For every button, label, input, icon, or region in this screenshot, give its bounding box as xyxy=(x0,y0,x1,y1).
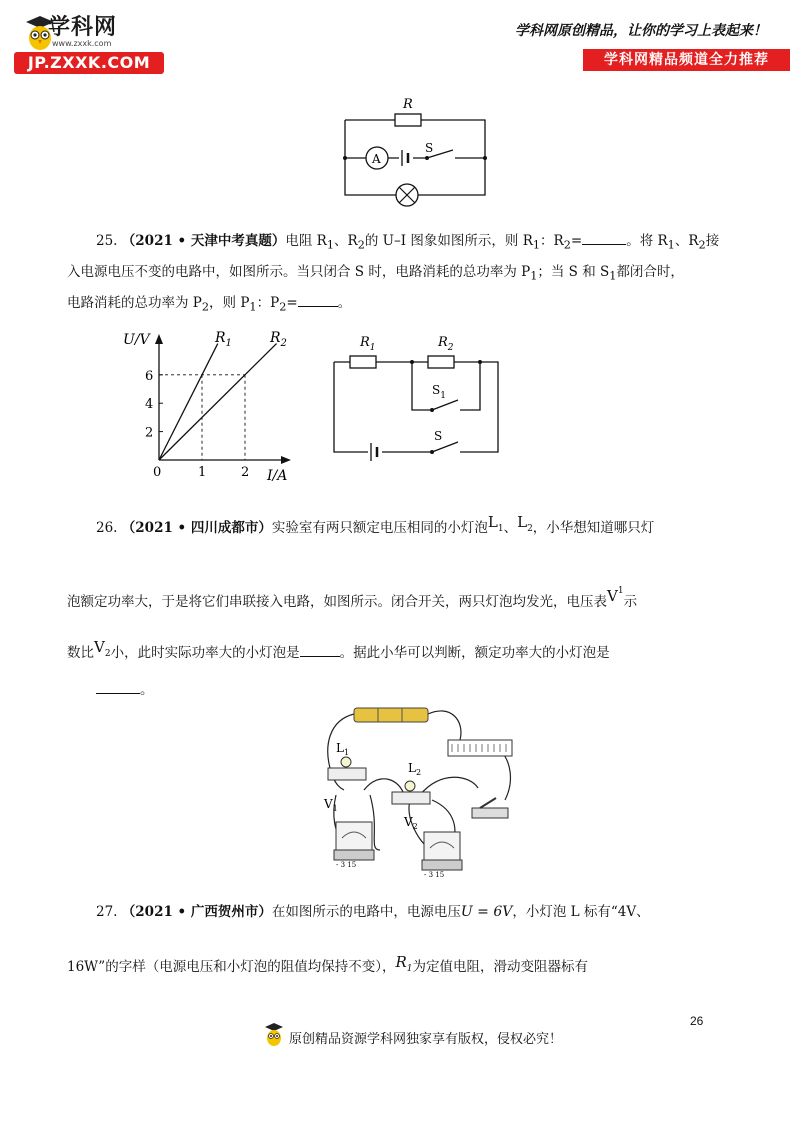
scale-v2: - 3 15 xyxy=(424,871,445,879)
resistor-r2 xyxy=(428,356,454,368)
page-number: 26 xyxy=(690,1014,704,1028)
x-axis-label: I/A xyxy=(267,468,288,484)
voltmeter-v2 xyxy=(424,832,460,860)
lamp-label-l1: $L_1$ xyxy=(336,741,350,757)
y-axis-label: U/V xyxy=(123,332,150,348)
question-source: （2021 • 天津中考真题） xyxy=(121,233,286,249)
question-26-line-1: 26. （2021 • 四川成都市）实验室有两只额定电压相同的小灯泡$L_1$、$L_2$，小华想知道哪只灯 xyxy=(96,513,655,536)
answer-blank[interactable] xyxy=(298,293,338,307)
battery-holder xyxy=(354,708,428,722)
answer-blank[interactable] xyxy=(300,643,340,657)
question-25-line-1: 25. （2021 • 天津中考真题）电阻 $R_1$、$R_2$的 U–I 图象如图所示，则 $R_1$：$R_2=$ 。将 $R_1$、$R_2$接 xyxy=(96,233,720,252)
question-27-line-2: 16W”的字样（电源电压和小灯泡的阻值均保持不变），$R_1$为定值电阻，滑动变阻器标有 xyxy=(67,953,588,975)
recommend-banner: 学科网精品频道全力推荐 xyxy=(583,49,790,71)
voltmeter-v1 xyxy=(336,822,372,850)
s1-label: $S_1$ xyxy=(432,383,446,401)
brand-name: 学科网 xyxy=(48,15,118,40)
switch-label: S xyxy=(425,141,434,155)
question-26-line-3: 数比$V_2$小，此时实际功率大的小灯泡是 。据此小华可以判断，额定功率大的小灯泡是 xyxy=(67,638,610,661)
resistor-symbol xyxy=(395,114,421,126)
r1-label: $R_1$ xyxy=(360,335,376,353)
copyright-text: 原创精品资源学科网独家享有版权，侵权必究！ xyxy=(289,1032,563,1047)
lamp-label-l2: $L_2$ xyxy=(408,761,422,777)
series-line-r2 xyxy=(159,344,277,460)
question-source: （2021 • 四川成都市） xyxy=(121,520,272,536)
slogan: 学科网原创精品，让你的学习上表起来！ xyxy=(515,23,767,39)
answer-blank[interactable] xyxy=(582,231,626,245)
series-line-r1 xyxy=(159,344,218,460)
voltmeter-label-v1: $V_1$ xyxy=(324,797,338,813)
question-25-line-3: 电路消耗的总功率为 $P_2$，则 $P_1$：$P_2=$ 。 xyxy=(67,295,352,314)
circuit-diagram-25 xyxy=(330,322,505,467)
brand-url: www.zxxk.com xyxy=(52,39,112,48)
circuit-diagram-top xyxy=(335,90,495,220)
switch-device xyxy=(472,808,508,818)
domain-badge[interactable]: JP.ZXXK.COM xyxy=(14,52,164,74)
voltmeter-label-v2: $V_2$ xyxy=(404,815,418,831)
question-26-line-2: 泡额定功率大，于是将它们串联接入电路，如图所示。闭合开关，两只灯泡均发光，电压表$V_1$示 xyxy=(67,586,638,610)
answer-blank[interactable] xyxy=(96,680,140,694)
y-tick-label: 4 xyxy=(145,397,154,413)
y-tick-label: 2 xyxy=(145,425,154,441)
question-source: （2021 • 广西贺州市） xyxy=(121,904,272,920)
copyright-footer xyxy=(263,1022,593,1052)
series-label-r1: $R_1$ xyxy=(215,330,232,349)
owl-mascot-icon xyxy=(263,1022,285,1048)
question-27-line-1: 27. （2021 • 广西贺州市）在如图所示的电路中，电源电压U = 6V，小灯泡 L 标有“4V、 xyxy=(96,904,650,920)
question-26-line-4: 。 xyxy=(96,675,706,705)
voltage-value: U = 6V xyxy=(460,904,513,920)
resistor-r1 xyxy=(350,356,376,368)
resistor-label: R xyxy=(403,97,413,112)
experiment-photo xyxy=(300,700,535,890)
x-tick-label: 1 xyxy=(198,465,207,480)
lamp-base-l2 xyxy=(392,792,430,804)
scale-v1: - 3 15 xyxy=(336,861,357,869)
y-tick-label: 6 xyxy=(145,368,154,384)
x-tick-label: 0 xyxy=(153,465,162,480)
x-tick-label: 2 xyxy=(241,465,250,480)
u-i-graph xyxy=(115,322,305,487)
series-label-r2: $R_2$ xyxy=(270,330,287,349)
question-25-line-2: 入电源电压不变的电路中，如图所示。当只闭合 S 时，电路消耗的总功率为 $P_1$；当 S 和 $S_1$都闭合时， xyxy=(67,264,684,283)
lamp-base-l1 xyxy=(328,768,366,780)
s-label: S xyxy=(434,429,443,443)
ammeter-label: A xyxy=(372,152,381,166)
r2-label: $R_2$ xyxy=(438,335,454,353)
